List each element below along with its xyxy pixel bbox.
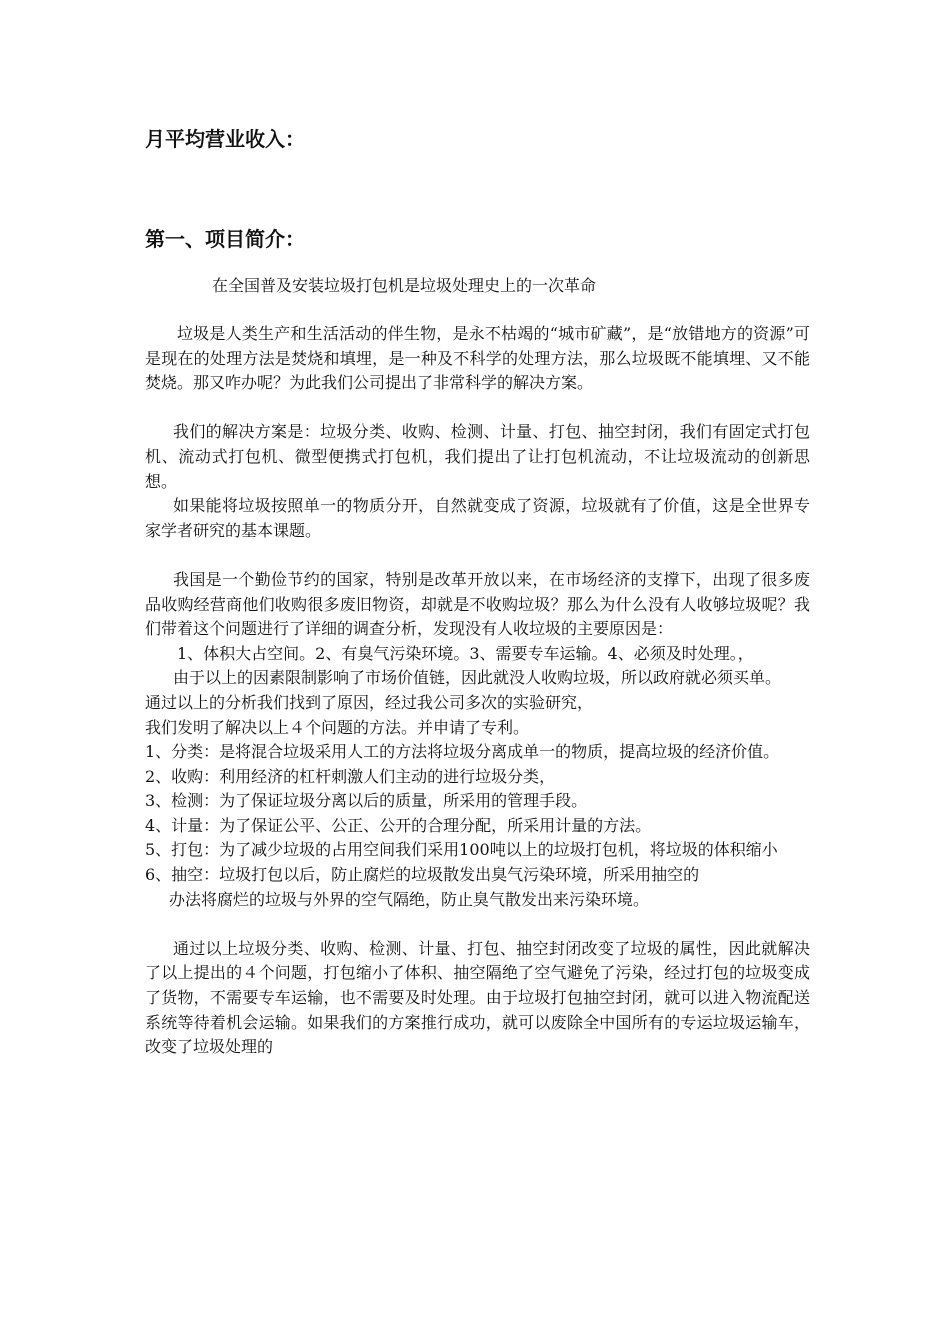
- section-subtitle: 在全国普及安装垃圾打包机是垃圾处理史上的一次革命: [212, 276, 597, 295]
- document-body: [145, 322, 810, 1060]
- list-item-inspection: 3、检测：为了保证垃圾分离以后的质量，所采用的管理手段。: [145, 791, 588, 811]
- paragraph-separation: 如果能将垃圾按照单一的物质分开，自然就变成了资源，垃圾就有了价值，这是全世界专家学者研究的基本课题。: [145, 496, 810, 540]
- paragraph-spacer: [145, 543, 810, 568]
- paragraph-spacer: [145, 396, 810, 421]
- monthly-income-heading: 月平均营业收入：: [145, 127, 305, 151]
- list-item-vacuum-continued: 办法将腐烂的垃圾与外界的空气隔绝，防止臭气散发出来污染环境。: [169, 889, 650, 909]
- paragraph-spacer: [145, 912, 810, 937]
- paragraph-conclusion: 通过以上垃圾分类、收购、检测、计量、打包、抽空封闭改变了垃圾的属性，因此就解决了以上提出的４个问题，打包缩小了体积、抽空隔绝了空气避免了污染，经过打包的垃圾变成了货物，不需要专车运输，也不需要及时处理。由于垃圾打包抽空封闭，就可以进入物流配送系统等待着机会运输。如果我们的方案推行成功，就可以废除全中国所有的专运垃圾运输车，改变了垃圾处理的: [145, 938, 810, 1057]
- list-item-metering: 4、计量：为了保证公平、公正、公开的合理分配，所采用计量的方法。: [145, 815, 652, 835]
- paragraph-research: 通过以上的分析我们找到了原因，经过我公司多次的实验研究，: [145, 692, 594, 712]
- list-item-vacuum: 6、抽空：垃圾打包以后，防止腐烂的垃圾散发出臭气污染环境，所采用抽空的: [145, 865, 700, 885]
- list-item-purchase: 2、收购：利用经济的杠杆刺激人们主动的进行垃圾分类，: [145, 766, 556, 786]
- paragraph-market-analysis: 我国是一个勤俭节约的国家，特别是改革开放以来，在市场经济的支撑下，出现了很多废品收购经营商他们收购很多废旧物资，却就是不收购垃圾？那么为什么没有人收够垃圾呢？我们带着这个问题进行了详细的调查分析，发现没有人收垃圾的主要原因是：: [145, 569, 810, 639]
- project-intro-heading: 第一、项目简介：: [145, 227, 305, 251]
- paragraph-garbage-resource: 垃圾是人类生产和生活活动的伴生物，是永不枯竭的“城市矿藏”，是“放错地方的资源”可是现在的处理方法是焚烧和填埋，是一种及不科学的处理方法，那么垃圾既不能填埋、又不能焚烧。那又咋办呢？为此我们公司提出了非常科学的解决方案。: [145, 324, 810, 393]
- paragraph-solution: 我们的解决方案是：垃圾分类、收购、检测、计量、打包、抽空封闭，我们有固定式打包机、流动式打包机、微型便携式打包机，我们提出了让打包机流动，不让垃圾流动的创新思想。: [145, 422, 810, 491]
- paragraph-reasons-list: 1、体积大占空间。2、有臭气污染环境。3、需要专车运输。4、必须及时处理。，: [177, 643, 754, 663]
- paragraph-patent: 我们发明了解决以上４个问题的方法。并申请了专利。: [145, 717, 530, 737]
- list-item-sorting: 1、分类：是将混合垃圾采用人工的方法将垃圾分离成单一的物质，提高垃圾的经济价值。: [145, 742, 780, 762]
- paragraph-government-pays: 由于以上的因素限制影响了市场价值链，因此就没人收购垃圾，所以政府就必须买单。: [173, 668, 782, 688]
- list-item-baling: 5、打包：为了减少垃圾的占用空间我们采用100吨以上的垃圾打包机，将垃圾的体积缩小: [145, 840, 778, 860]
